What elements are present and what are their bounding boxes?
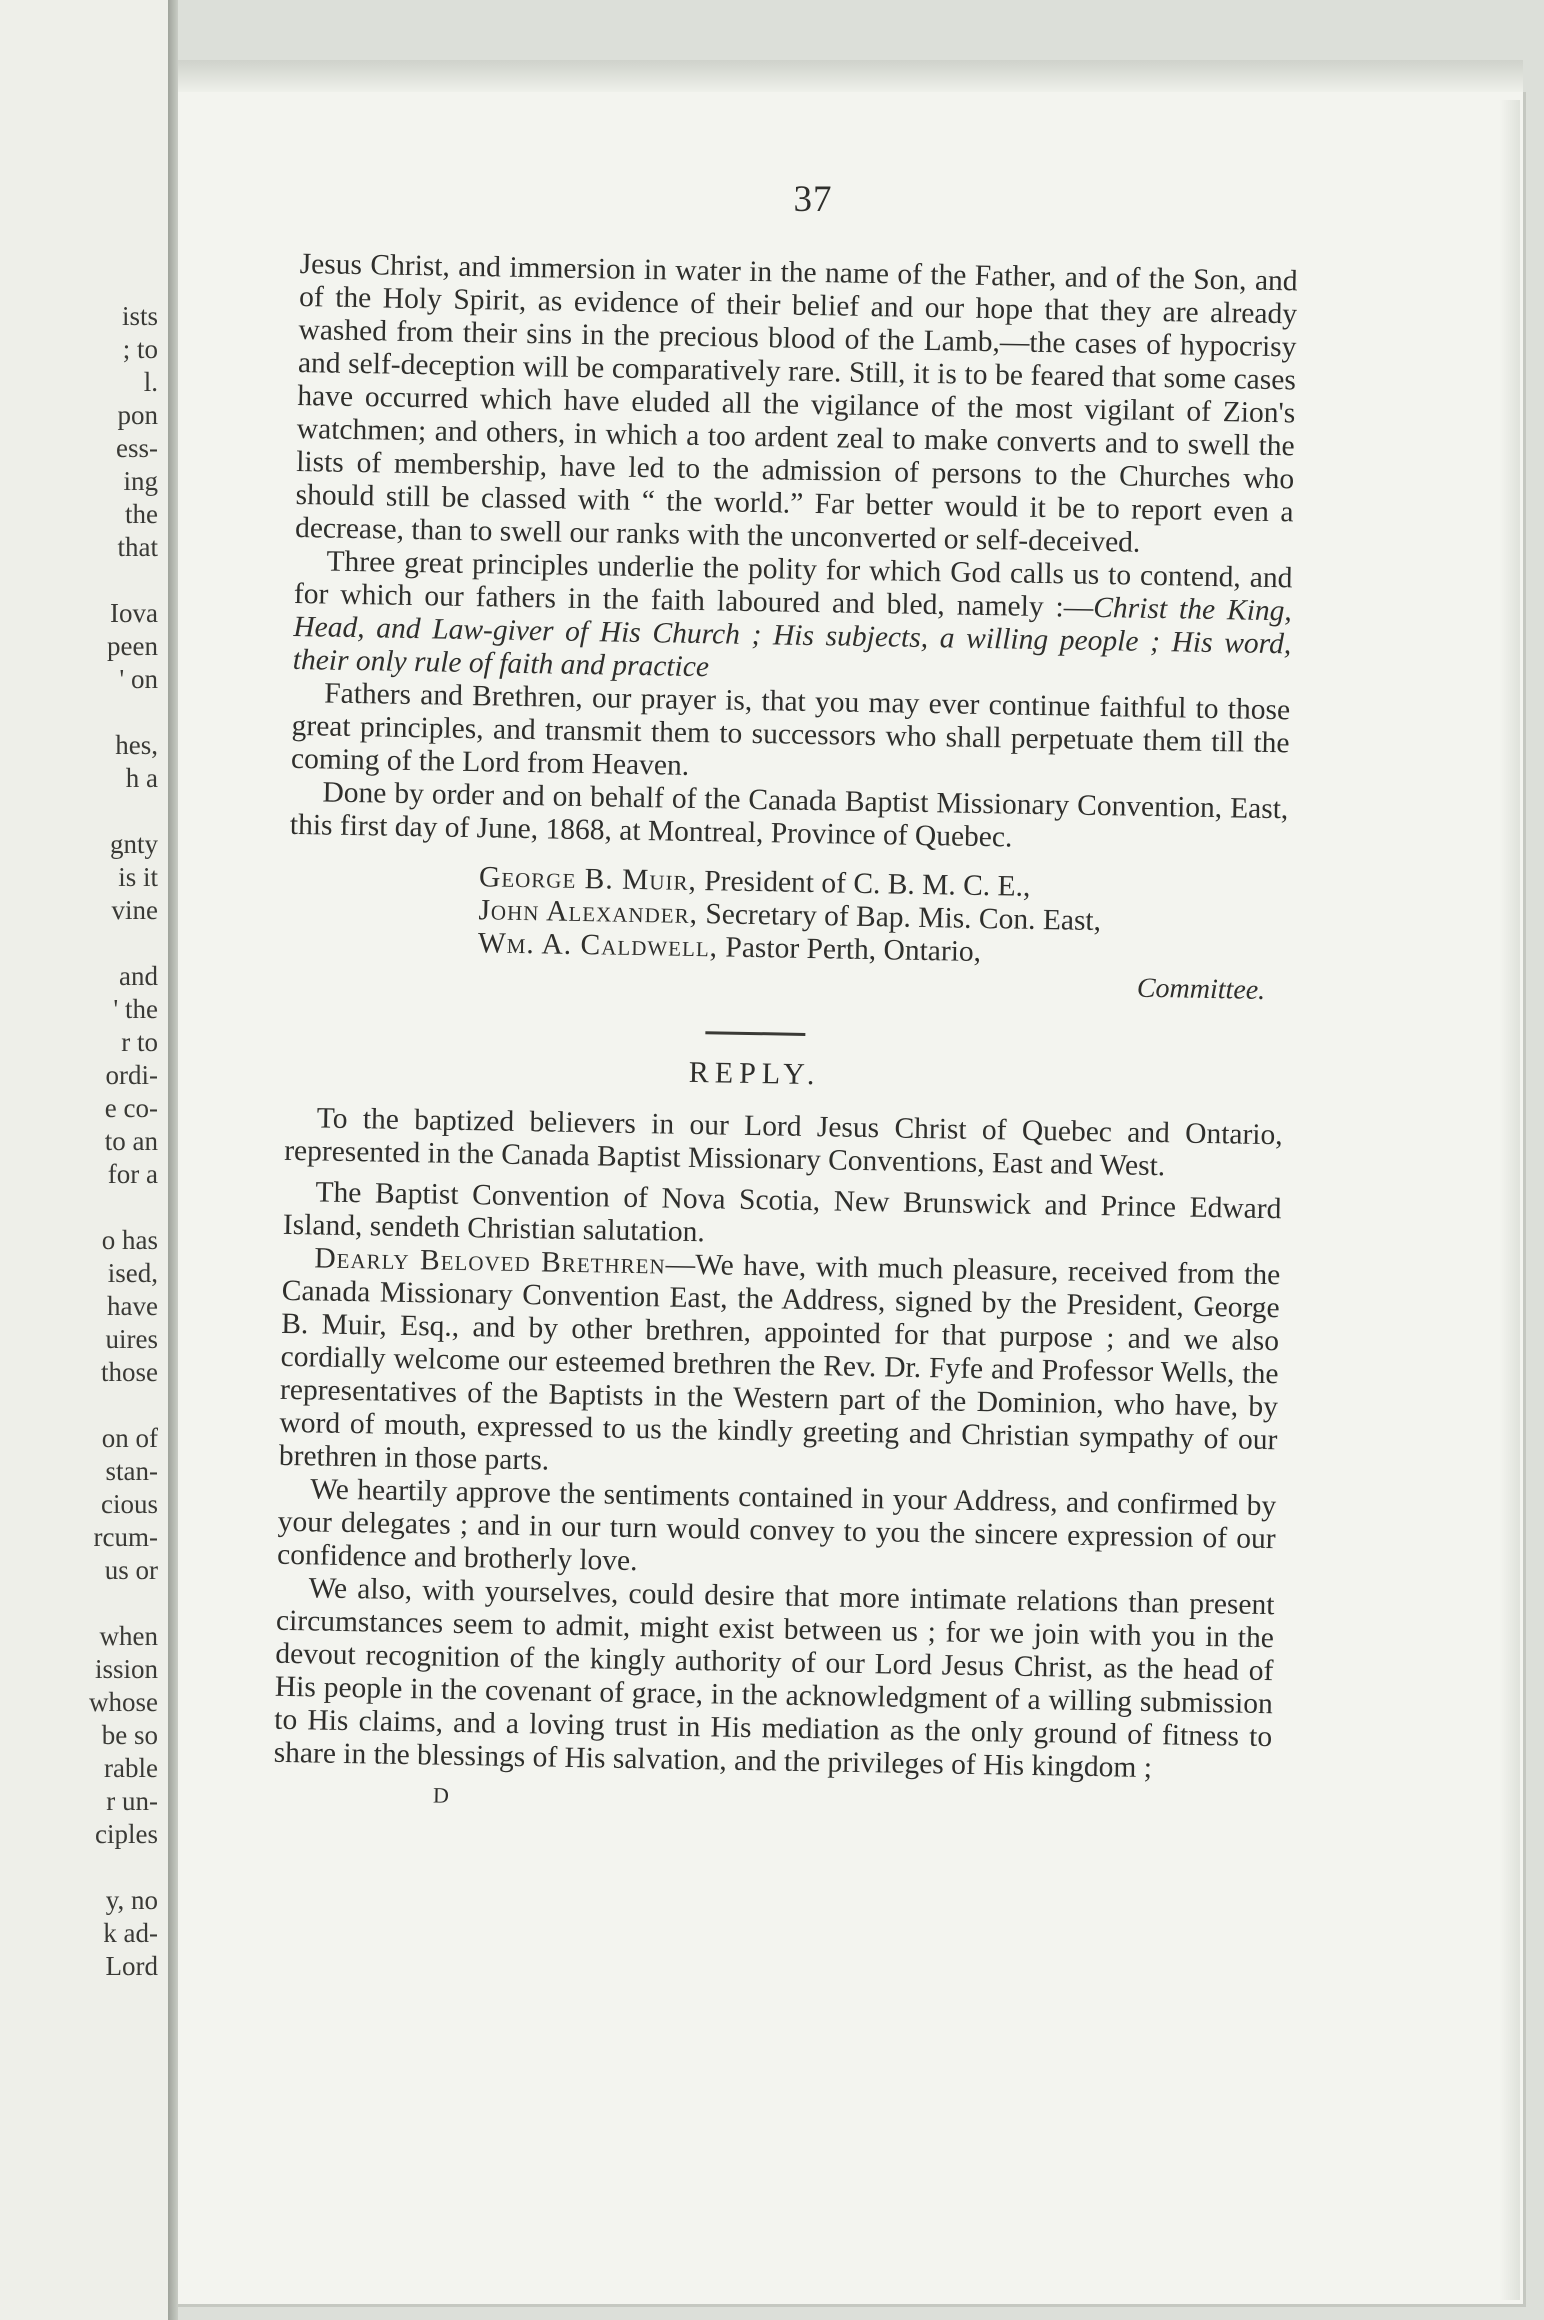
left-page-fragment: for a: [107, 1159, 158, 1189]
left-page-fragment: r to: [121, 1027, 158, 1057]
principles-italic: Christ the King, Head, and Law-giver of His Church ; His subjects, a willing people ; His word, their only rule of faith and practice: [292, 591, 1293, 684]
left-page-fragment: stan-: [105, 1456, 158, 1486]
page-right-edge: [1500, 100, 1520, 2300]
left-page-fragment: Lord: [105, 1951, 158, 1981]
left-page-fragment: the: [125, 499, 158, 529]
left-page-fragment: gnty: [109, 829, 158, 859]
left-page-fragment: rable: [104, 1753, 158, 1783]
left-page-fragment: ; to: [122, 334, 158, 364]
left-page-fragment: on of: [101, 1423, 158, 1453]
page-top-edge: [178, 60, 1523, 92]
reply-paragraph-text: —We have, with much pleasure, received from the Canada Missionary Convention East, the Address, signed by the President, George B. Muir, Esq., and by other brethren, appointed for that purpose ; and we also cordially welcome our esteemed brethren the Rev. Dr. Fyfe and Professor Wells, the representatives of the Baptists in the Western part of the Dominion, who have, by word of mouth, expressed to us the kindly greeting and Christian sympathy of our brethren in those parts.: [278, 1248, 1281, 1477]
left-facing-page: [0, 0, 171, 2320]
left-page-fragment: uires: [105, 1324, 158, 1354]
reply-paragraph-relations: We also, with yourselves, could desire that more intimate relations than present circumstances seem to admit, might exist between us ; for we join with you in the devout recognition of the kingly authority of our Lord Jesus Christ, as the head of His people in the covenant of grace, in the acknowledgment of a willing submission to His claims, and a loving trust in His mediation as the only ground of fitness to share in the blessings of His salvation, and the privileges of His kingdom ;: [273, 1572, 1275, 1785]
left-page-fragment: ists: [121, 301, 158, 331]
left-page-fragment: r un-: [106, 1786, 158, 1816]
left-page-fragment: ess-: [116, 433, 158, 463]
left-page-fragment: those: [101, 1357, 158, 1387]
book-gutter: [168, 0, 178, 2320]
principles-intro: Three great principles underlie the polity for which God calls us to contend, and for which our fathers in the faith laboured and bled, namely :—: [293, 545, 1293, 624]
reply-salutation: The Baptist Convention of Nova Scotia, New Brunswick and Prince Edward Island, sendeth Christian salutation.: [282, 1176, 1282, 1249]
left-page-fragment: ing: [123, 466, 158, 496]
reply-paragraph-received: [279, 1242, 1281, 1490]
paragraph-prayer: Fathers and Brethren, our prayer is, that you may ever continue faithful to those great principles, and transmit them to successors who shall perpetuate them till the coming of the Lord from Heaven.: [290, 677, 1291, 782]
signature-block: [287, 858, 1287, 1007]
dearly-beloved-brethren: Dearly Beloved Brethren: [314, 1242, 666, 1281]
signatory-name: George B. Muir,: [478, 861, 698, 898]
left-page-fragment: y, no: [105, 1885, 158, 1915]
left-page-fragment: ised,: [107, 1258, 158, 1288]
signatory-name: John Alexander,: [478, 894, 699, 931]
left-page-fragment: be so: [101, 1720, 158, 1750]
left-page-fragment: [8, 1587, 158, 1620]
page-number: 37: [793, 179, 833, 220]
left-page-text-fragments: [8, 300, 158, 1983]
left-page-fragment: when: [99, 1621, 158, 1651]
left-page-fragment: ission: [94, 1654, 158, 1684]
reply-address: To the baptized believers in our Lord Jesus Christ of Quebec and Ontario, represented in the Canada Baptist Missionary Conventions, East and West.: [283, 1102, 1283, 1183]
section-divider: [705, 1031, 805, 1036]
left-page-fragment: is it: [118, 862, 158, 892]
left-page-fragment: ciples: [95, 1819, 158, 1849]
left-page-fragment: have: [107, 1291, 158, 1321]
paragraph-continuation: Jesus Christ, and immersion in water in the name of the Father, and of the Son, and of the Holy Spirit, as evidence of their belief and our hope that they are already washed from their sins in the precious blood of the Lamb,—the cases of hypocrisy and self-deception will be comparatively rare. Still, it is to be feared that some cases have occurred which have eluded all the vigilance of the most vigilant of Zion's watchmen; and others, in which a too ardent zeal to make converts and to swell the lists of membership, have led to the admission of persons to the Churches who should still be classed with “ the world.” Far better would it be to report even a decrease, than to swell our ranks with the unconverted or self-deceived.: [294, 248, 1298, 559]
left-page-fragment: [8, 1389, 158, 1422]
left-page-fragment: to an: [104, 1126, 158, 1156]
left-page-fragment: [8, 1851, 158, 1884]
left-page-fragment: Iova: [110, 598, 158, 628]
signatory-name: Wm. A. Caldwell,: [477, 927, 719, 964]
left-page-fragment: that: [117, 532, 158, 562]
left-page-fragment: k ad-: [103, 1918, 158, 1948]
signature-mark: D: [432, 1782, 452, 1808]
left-page-fragment: cious: [101, 1489, 158, 1519]
left-page-fragment: [8, 927, 158, 960]
left-page-fragment: [8, 696, 158, 729]
left-page-fragment: us or: [104, 1555, 158, 1585]
signatory-role: Pastor Perth, Ontario,: [717, 931, 982, 968]
reply-paragraph-approve: We heartily approve the sentiments contained in your Address, and confirmed by your delegates ; and in our turn would convey to you the sincere expression of our confidence and brotherly love.: [276, 1473, 1277, 1578]
paragraph-done-by-order: Done by order and on behalf of the Canada Baptist Missionary Convention, East, this first day of June, 1868, at Montreal, Province of Quebec.: [289, 776, 1289, 854]
left-page-fragment: h a: [125, 763, 158, 793]
left-page-fragment: hes,: [115, 730, 158, 760]
left-page-fragment: vine: [111, 895, 158, 925]
left-page-fragment: ' on: [119, 664, 158, 694]
left-page-fragment: l.: [143, 367, 158, 397]
committee-label: Committee.: [1136, 972, 1266, 1006]
left-page-fragment: whose: [89, 1687, 158, 1717]
left-page-fragment: [8, 795, 158, 828]
left-page-fragment: ordi-: [105, 1060, 158, 1090]
left-page-fragment: e co-: [104, 1093, 158, 1123]
left-page-fragment: peen: [107, 631, 158, 661]
left-page-fragment: pon: [117, 400, 158, 430]
left-page-fragment: and: [119, 961, 158, 991]
left-page-fragment: rcum-: [93, 1522, 158, 1552]
signatory-role: Secretary of Bap. Mis. Con. East,: [697, 898, 1102, 938]
left-page-fragment: [8, 564, 158, 597]
left-page-fragment: o has: [101, 1225, 158, 1255]
paragraph-principles: [293, 545, 1293, 694]
left-page-fragment: ' the: [113, 994, 158, 1024]
text-column: [273, 248, 1298, 1826]
left-page-fragment: [8, 1191, 158, 1224]
reply-heading: REPLY.: [688, 1055, 821, 1092]
signatory-role: President of C. B. M. C. E.,: [696, 865, 1031, 903]
